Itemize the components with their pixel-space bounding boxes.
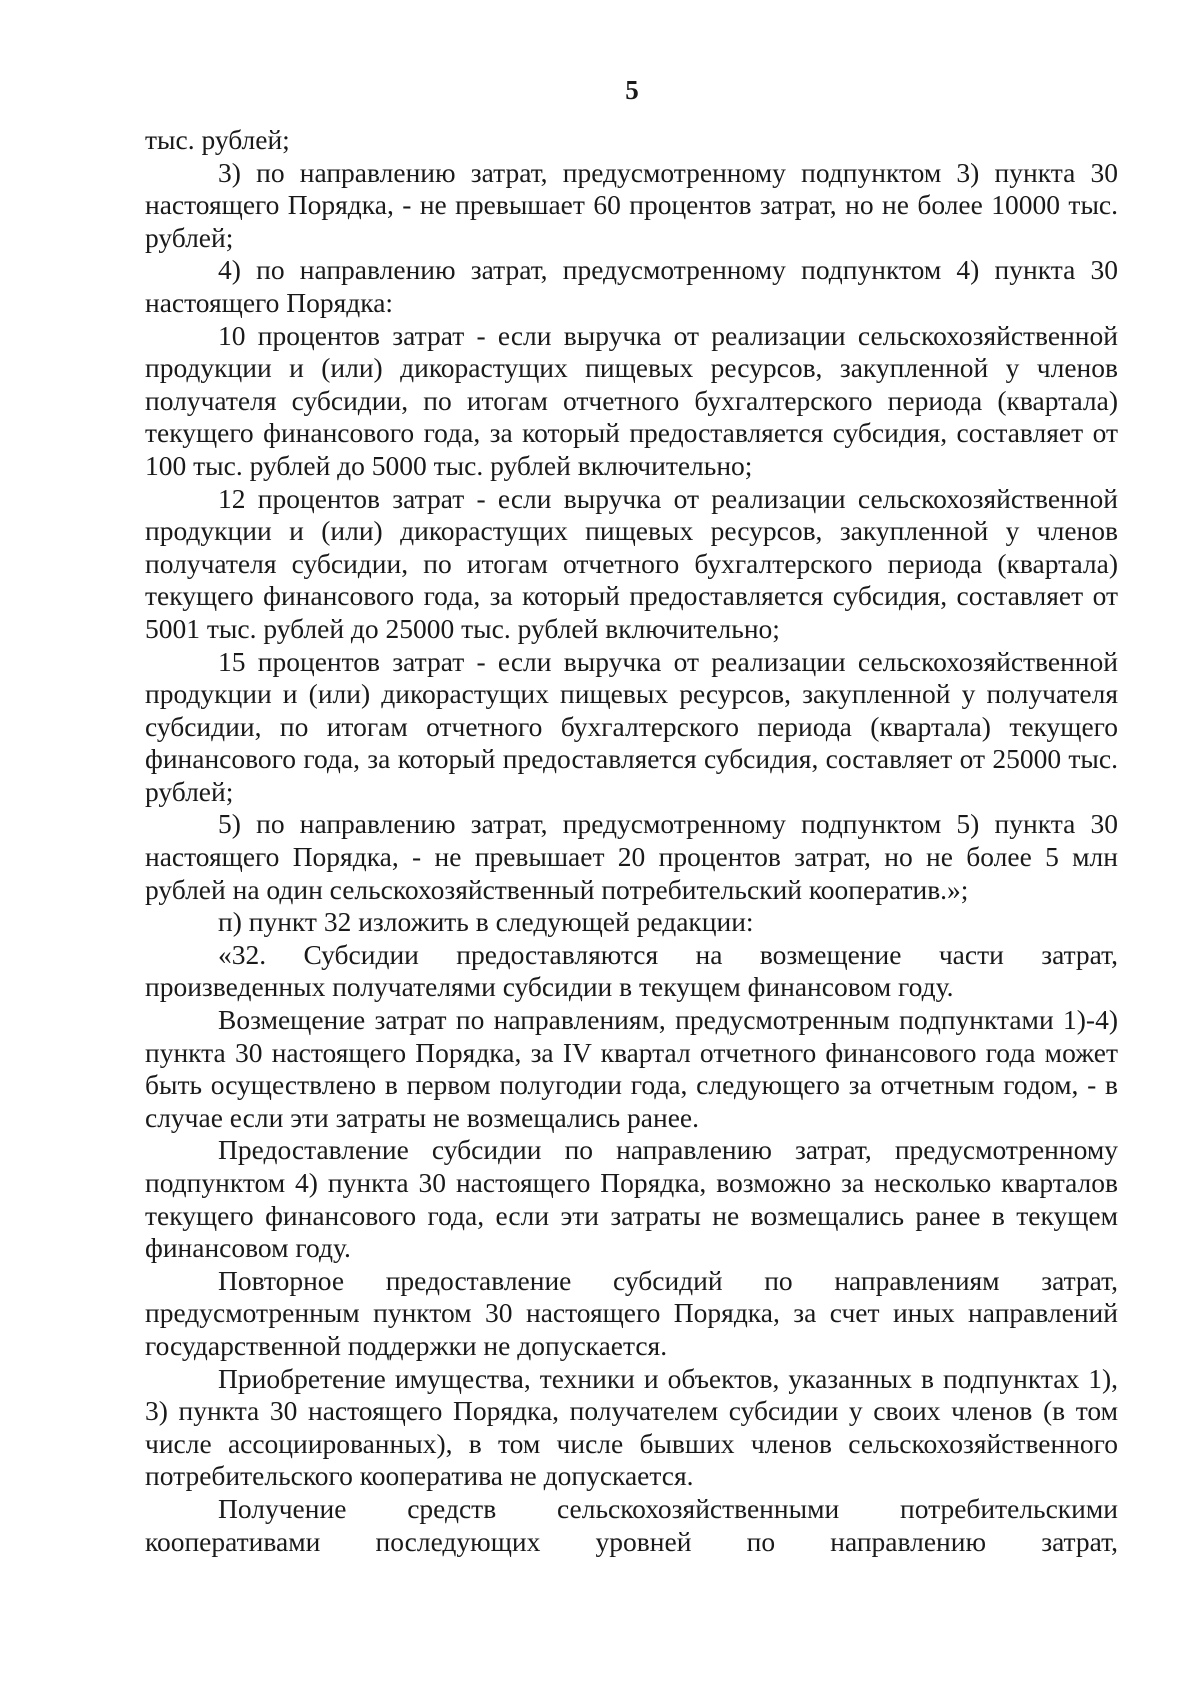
- paragraph: п) пункт 32 изложить в следующей редакции:: [218, 906, 754, 938]
- paragraph: 12 процентов затрат - если выручка от реализации сельскохозяйственной продукции и (или) дикорастущих пищевых ресурсов, закупленной у членов получателя субсидии, по итогам отчетного бухгалтерского периода (квартала) текущего финансового года, за который предоставляется субсидия, составляет от 5001 тыс. рублей до 25000 тыс. рублей включительно;: [145, 482, 1118, 644]
- document-body: [145, 124, 1118, 1558]
- paragraph: тыс. рублей;: [145, 124, 290, 155]
- paragraph: 3) по направлению затрат, предусмотренному подпунктом 3) пункта 30 настоящего Порядка, - не превышает 60 процентов затрат, но не более 10000 тыс. рублей;: [145, 156, 1118, 253]
- paragraph: 5) по направлению затрат, предусмотренному подпунктом 5) пункта 30 настоящего Порядка, - не превышает 20 процентов затрат, но не более 5 млн рублей на один сельскохозяйственный потребительский кооператив.»;: [145, 808, 1118, 905]
- page-number: 5: [625, 75, 639, 105]
- paragraph: 10 процентов затрат - если выручка от реализации сельскохозяйственной продукции и (или) дикорастущих пищевых ресурсов, закупленной у членов получателя субсидии, по итогам отчетного бухгалтерского периода (квартала) текущего финансового года, за который предоставляется субсидия, составляет от 100 тыс. рублей до 5000 тыс. рублей включительно;: [145, 319, 1118, 481]
- paragraph: 4) по направлению затрат, предусмотренному подпунктом 4) пункта 30 настоящего Порядка:: [145, 254, 1118, 318]
- paragraph: 15 процентов затрат - если выручка от реализации сельскохозяйственной продукции и (или) дикорастущих пищевых ресурсов, закупленной у получателя субсидии, по итогам отчетного бухгалтерского периода (квартала) текущего финансового года, за который предоставляется субсидия, составляет от 25000 тыс. рублей;: [145, 645, 1118, 807]
- paragraph: Получение средств сельскохозяйственными потребительскими кооперативами последующих уровней по направлению затрат,: [145, 1492, 1118, 1557]
- paragraph: Приобретение имущества, техники и объектов, указанных в подпунктах 1), 3) пункта 30 настоящего Порядка, получателем субсидии у своих членов (в том числе ассоциированных), в том числе бывших членов сельскохозяйственного потребительского кооператива не допускается.: [145, 1362, 1118, 1492]
- paragraph: Повторное предоставление субсидий по направлениям затрат, предусмотренным пунктом 30 настоящего Порядка, за счет иных направлений государственной поддержки не допускается.: [145, 1264, 1118, 1361]
- paragraph: Предоставление субсидии по направлению затрат, предусмотренному подпунктом 4) пункта 30 настоящего Порядка, возможно за несколько кварталов текущего финансового года, если эти затраты не возмещались ранее в текущем финансовом году.: [145, 1134, 1118, 1264]
- paragraph: Возмещение затрат по направлениям, предусмотренным подпунктами 1)-4) пункта 30 настоящего Порядка, за IV квартал отчетного финансового года может быть осуществлено в первом полугодии года, следующего за отчетным годом, - в случае если эти затраты не возмещались ранее.: [145, 1004, 1118, 1133]
- paragraph: «32. Субсидии предоставляются на возмещение части затрат, произведенных получателями субсидии в текущем финансовом году.: [145, 938, 1118, 1003]
